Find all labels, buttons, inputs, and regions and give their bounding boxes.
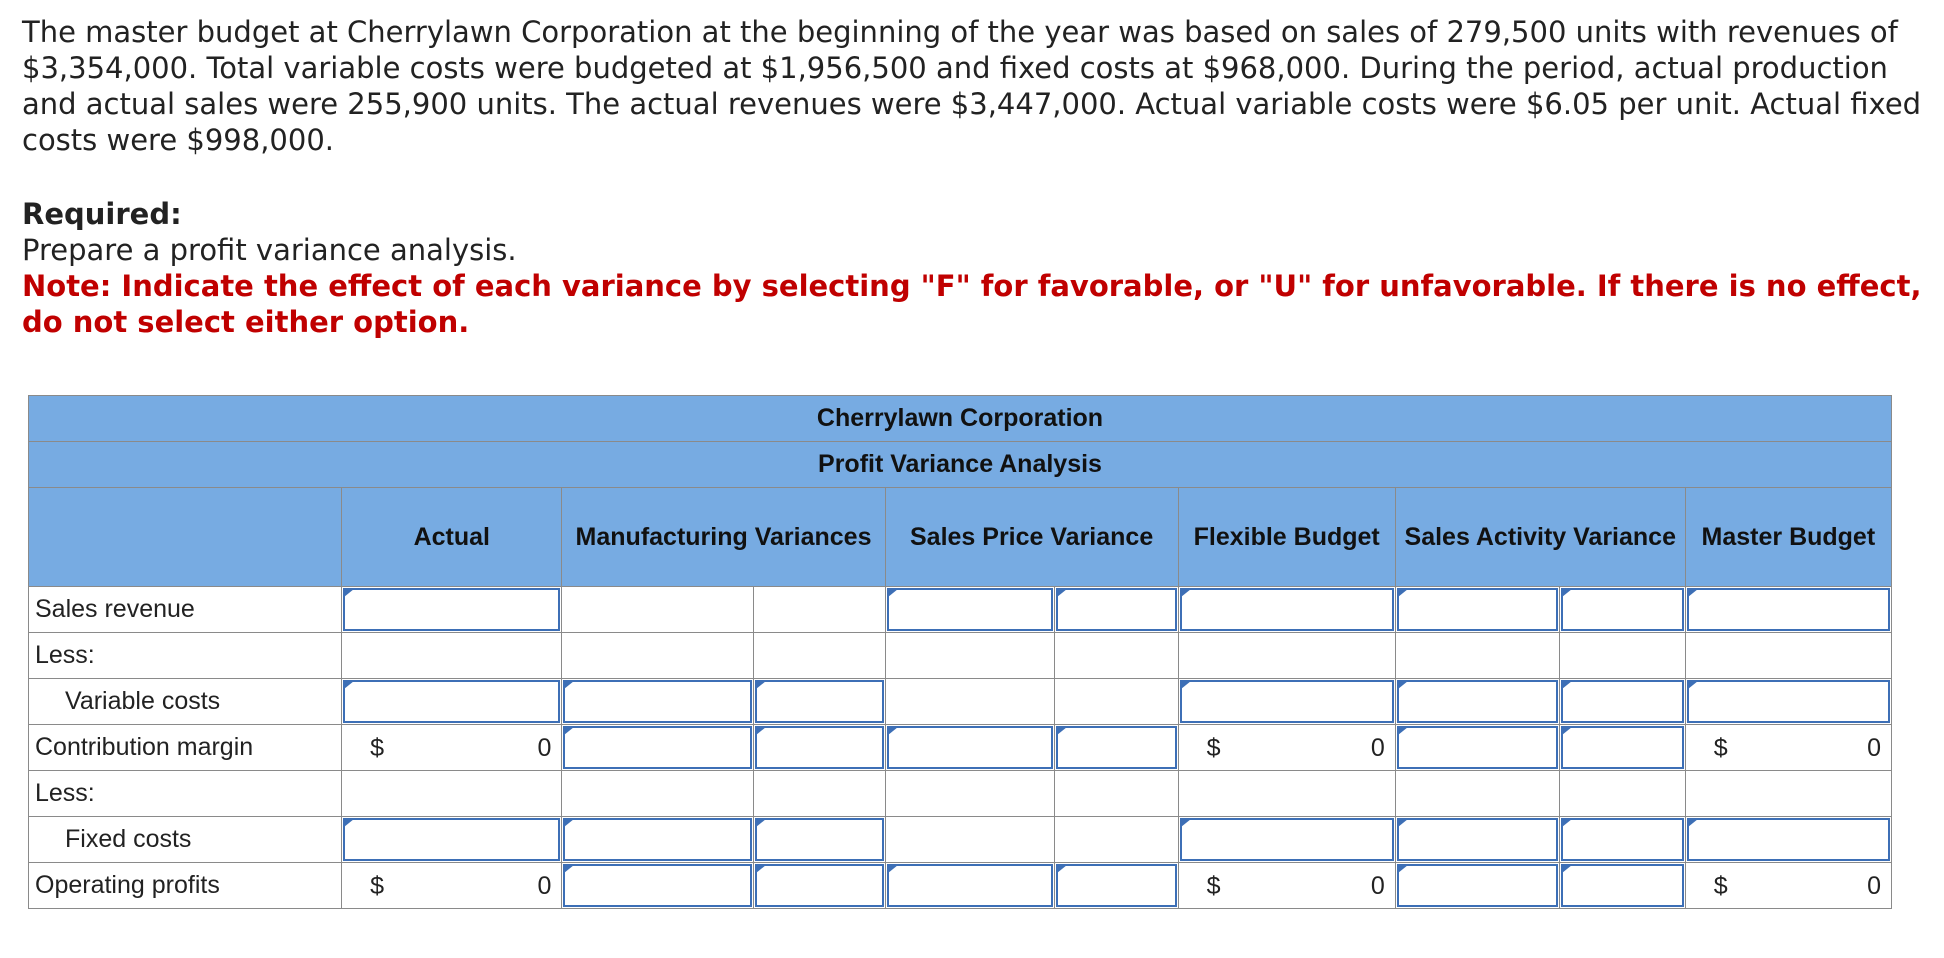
input-sales-activity-contribution-margin[interactable] xyxy=(1395,725,1560,771)
select-manufacturing-fixed-costs-effect[interactable] xyxy=(754,817,885,863)
input-sales-activity-sales-revenue[interactable] xyxy=(1395,587,1560,633)
currency-symbol: $ xyxy=(370,872,385,900)
input-master-sales-revenue[interactable] xyxy=(1685,587,1891,633)
currency-symbol: $ xyxy=(1206,734,1221,762)
blank-cell xyxy=(885,771,1055,817)
required-heading: Required: xyxy=(22,197,182,231)
select-sales-price-operating-profits-effect[interactable] xyxy=(1055,863,1178,909)
blank-cell xyxy=(1055,817,1178,863)
blank-cell xyxy=(1055,633,1178,679)
blank-cell xyxy=(1685,633,1891,679)
input-sales-price-contribution-margin[interactable] xyxy=(885,725,1055,771)
row-less-2 xyxy=(29,771,1892,817)
select-sales-activity-variable-costs-effect[interactable] xyxy=(1560,679,1685,725)
computed-master-operating-profits xyxy=(1685,863,1891,909)
currency-symbol: $ xyxy=(1206,872,1221,900)
currency-symbol: $ xyxy=(1713,734,1728,762)
input-master-variable-costs[interactable] xyxy=(1685,679,1891,725)
col-header-master-budget: Master Budget xyxy=(1685,488,1891,587)
blank-cell xyxy=(1395,633,1560,679)
blank-cell xyxy=(562,771,754,817)
computed-flexible-operating-profits xyxy=(1178,863,1395,909)
row-label: Less: xyxy=(29,633,342,679)
company-name: Cherrylawn Corporation xyxy=(29,396,1892,442)
input-flexible-variable-costs[interactable] xyxy=(1178,679,1395,725)
input-sales-price-operating-profits[interactable] xyxy=(885,863,1055,909)
computed-actual-contribution-margin xyxy=(342,725,562,771)
blank-cell xyxy=(1395,771,1560,817)
blank-cell xyxy=(754,771,885,817)
blank-cell xyxy=(1685,771,1891,817)
required-instruction: Prepare a profit variance analysis. xyxy=(22,233,517,267)
blank-cell xyxy=(342,771,562,817)
computed-value: 0 xyxy=(1867,872,1881,900)
select-manufacturing-operating-profits-effect[interactable] xyxy=(754,863,885,909)
input-sales-activity-fixed-costs[interactable] xyxy=(1395,817,1560,863)
currency-symbol: $ xyxy=(1713,872,1728,900)
row-contribution-margin xyxy=(29,725,1892,771)
input-manufacturing-fixed-costs[interactable] xyxy=(562,817,754,863)
select-sales-activity-fixed-costs-effect[interactable] xyxy=(1560,817,1685,863)
blank-cell xyxy=(562,633,754,679)
blank-cell xyxy=(1178,771,1395,817)
computed-value: 0 xyxy=(1370,734,1385,762)
row-operating-profits xyxy=(29,863,1892,909)
row-label: Variable costs xyxy=(29,679,342,725)
computed-value: 0 xyxy=(537,872,552,900)
select-sales-price-contribution-margin-effect[interactable] xyxy=(1055,725,1178,771)
input-manufacturing-operating-profits[interactable] xyxy=(562,863,754,909)
row-label: Fixed costs xyxy=(29,817,342,863)
row-fixed-costs xyxy=(29,817,1892,863)
note-text: Note: Indicate the effect of each variance by selecting "F" for favorable, or "U" for unfavorable. If there is no effect, do not select either option. xyxy=(22,269,1922,339)
blank-cell xyxy=(885,633,1055,679)
blank-cell xyxy=(1055,679,1178,725)
col-header-sales-activity-variance: Sales Activity Variance xyxy=(1395,488,1685,587)
blank-cell xyxy=(754,633,885,679)
computed-master-contribution-margin xyxy=(1685,725,1891,771)
select-manufacturing-variable-costs-effect[interactable] xyxy=(754,679,885,725)
blank-cell xyxy=(562,587,754,633)
select-sales-activity-sales-revenue-effect[interactable] xyxy=(1560,587,1685,633)
col-header-manufacturing-variances: Manufacturing Variances xyxy=(562,488,885,587)
select-sales-activity-operating-profits-effect[interactable] xyxy=(1560,863,1685,909)
row-less-1 xyxy=(29,633,1892,679)
select-sales-price-variance-effect[interactable] xyxy=(1055,587,1178,633)
row-label: Sales revenue xyxy=(29,587,342,633)
input-flexible-sales-revenue[interactable] xyxy=(1178,587,1395,633)
table-title: Profit Variance Analysis xyxy=(29,442,1892,488)
select-sales-activity-contribution-margin-effect[interactable] xyxy=(1560,725,1685,771)
computed-actual-operating-profits xyxy=(342,863,562,909)
blank-cell xyxy=(1178,633,1395,679)
input-sales-activity-variable-costs[interactable] xyxy=(1395,679,1560,725)
col-header-actual: Actual xyxy=(342,488,562,587)
input-actual-fixed-costs[interactable] xyxy=(342,817,562,863)
computed-value: 0 xyxy=(537,734,552,762)
input-sales-price-variance-amount[interactable] xyxy=(885,587,1055,633)
row-label: Operating profits xyxy=(29,863,342,909)
row-sales-revenue xyxy=(29,587,1892,633)
select-manufacturing-contribution-margin-effect[interactable] xyxy=(754,725,885,771)
blank-cell xyxy=(885,679,1055,725)
computed-value: 0 xyxy=(1370,872,1385,900)
input-master-fixed-costs[interactable] xyxy=(1685,817,1891,863)
problem-statement: The master budget at Cherrylawn Corporation at the beginning of the year was based on sales of 279,500 units with revenues of $3,354,000. Total variable costs were budgeted at $1,956,500 and fixed costs at $968,000. During the period, actual production and actual sales were 255,900 units. The actual revenues were $3,447,000. Actual variable costs were $6.05 per unit. Actual fixed costs were $998,000. xyxy=(22,15,1922,157)
profit-variance-table xyxy=(28,395,1892,909)
row-variable-costs xyxy=(29,679,1892,725)
blank-cell xyxy=(885,817,1055,863)
computed-flexible-contribution-margin xyxy=(1178,725,1395,771)
blank-cell xyxy=(1560,633,1685,679)
input-actual-variable-costs[interactable] xyxy=(342,679,562,725)
col-header-sales-price-variance: Sales Price Variance xyxy=(885,488,1178,587)
input-manufacturing-variable-costs[interactable] xyxy=(562,679,754,725)
input-actual-sales-revenue[interactable] xyxy=(342,587,562,633)
blank-cell xyxy=(1560,771,1685,817)
label-column-header xyxy=(29,488,342,587)
row-label: Less: xyxy=(29,771,342,817)
currency-symbol: $ xyxy=(370,734,385,762)
input-flexible-fixed-costs[interactable] xyxy=(1178,817,1395,863)
input-sales-activity-operating-profits[interactable] xyxy=(1395,863,1560,909)
input-manufacturing-contribution-margin[interactable] xyxy=(562,725,754,771)
blank-cell xyxy=(754,587,885,633)
blank-cell xyxy=(1055,771,1178,817)
blank-cell xyxy=(342,633,562,679)
col-header-flexible-budget: Flexible Budget xyxy=(1178,488,1395,587)
row-label: Contribution margin xyxy=(29,725,342,771)
computed-value: 0 xyxy=(1867,734,1881,762)
